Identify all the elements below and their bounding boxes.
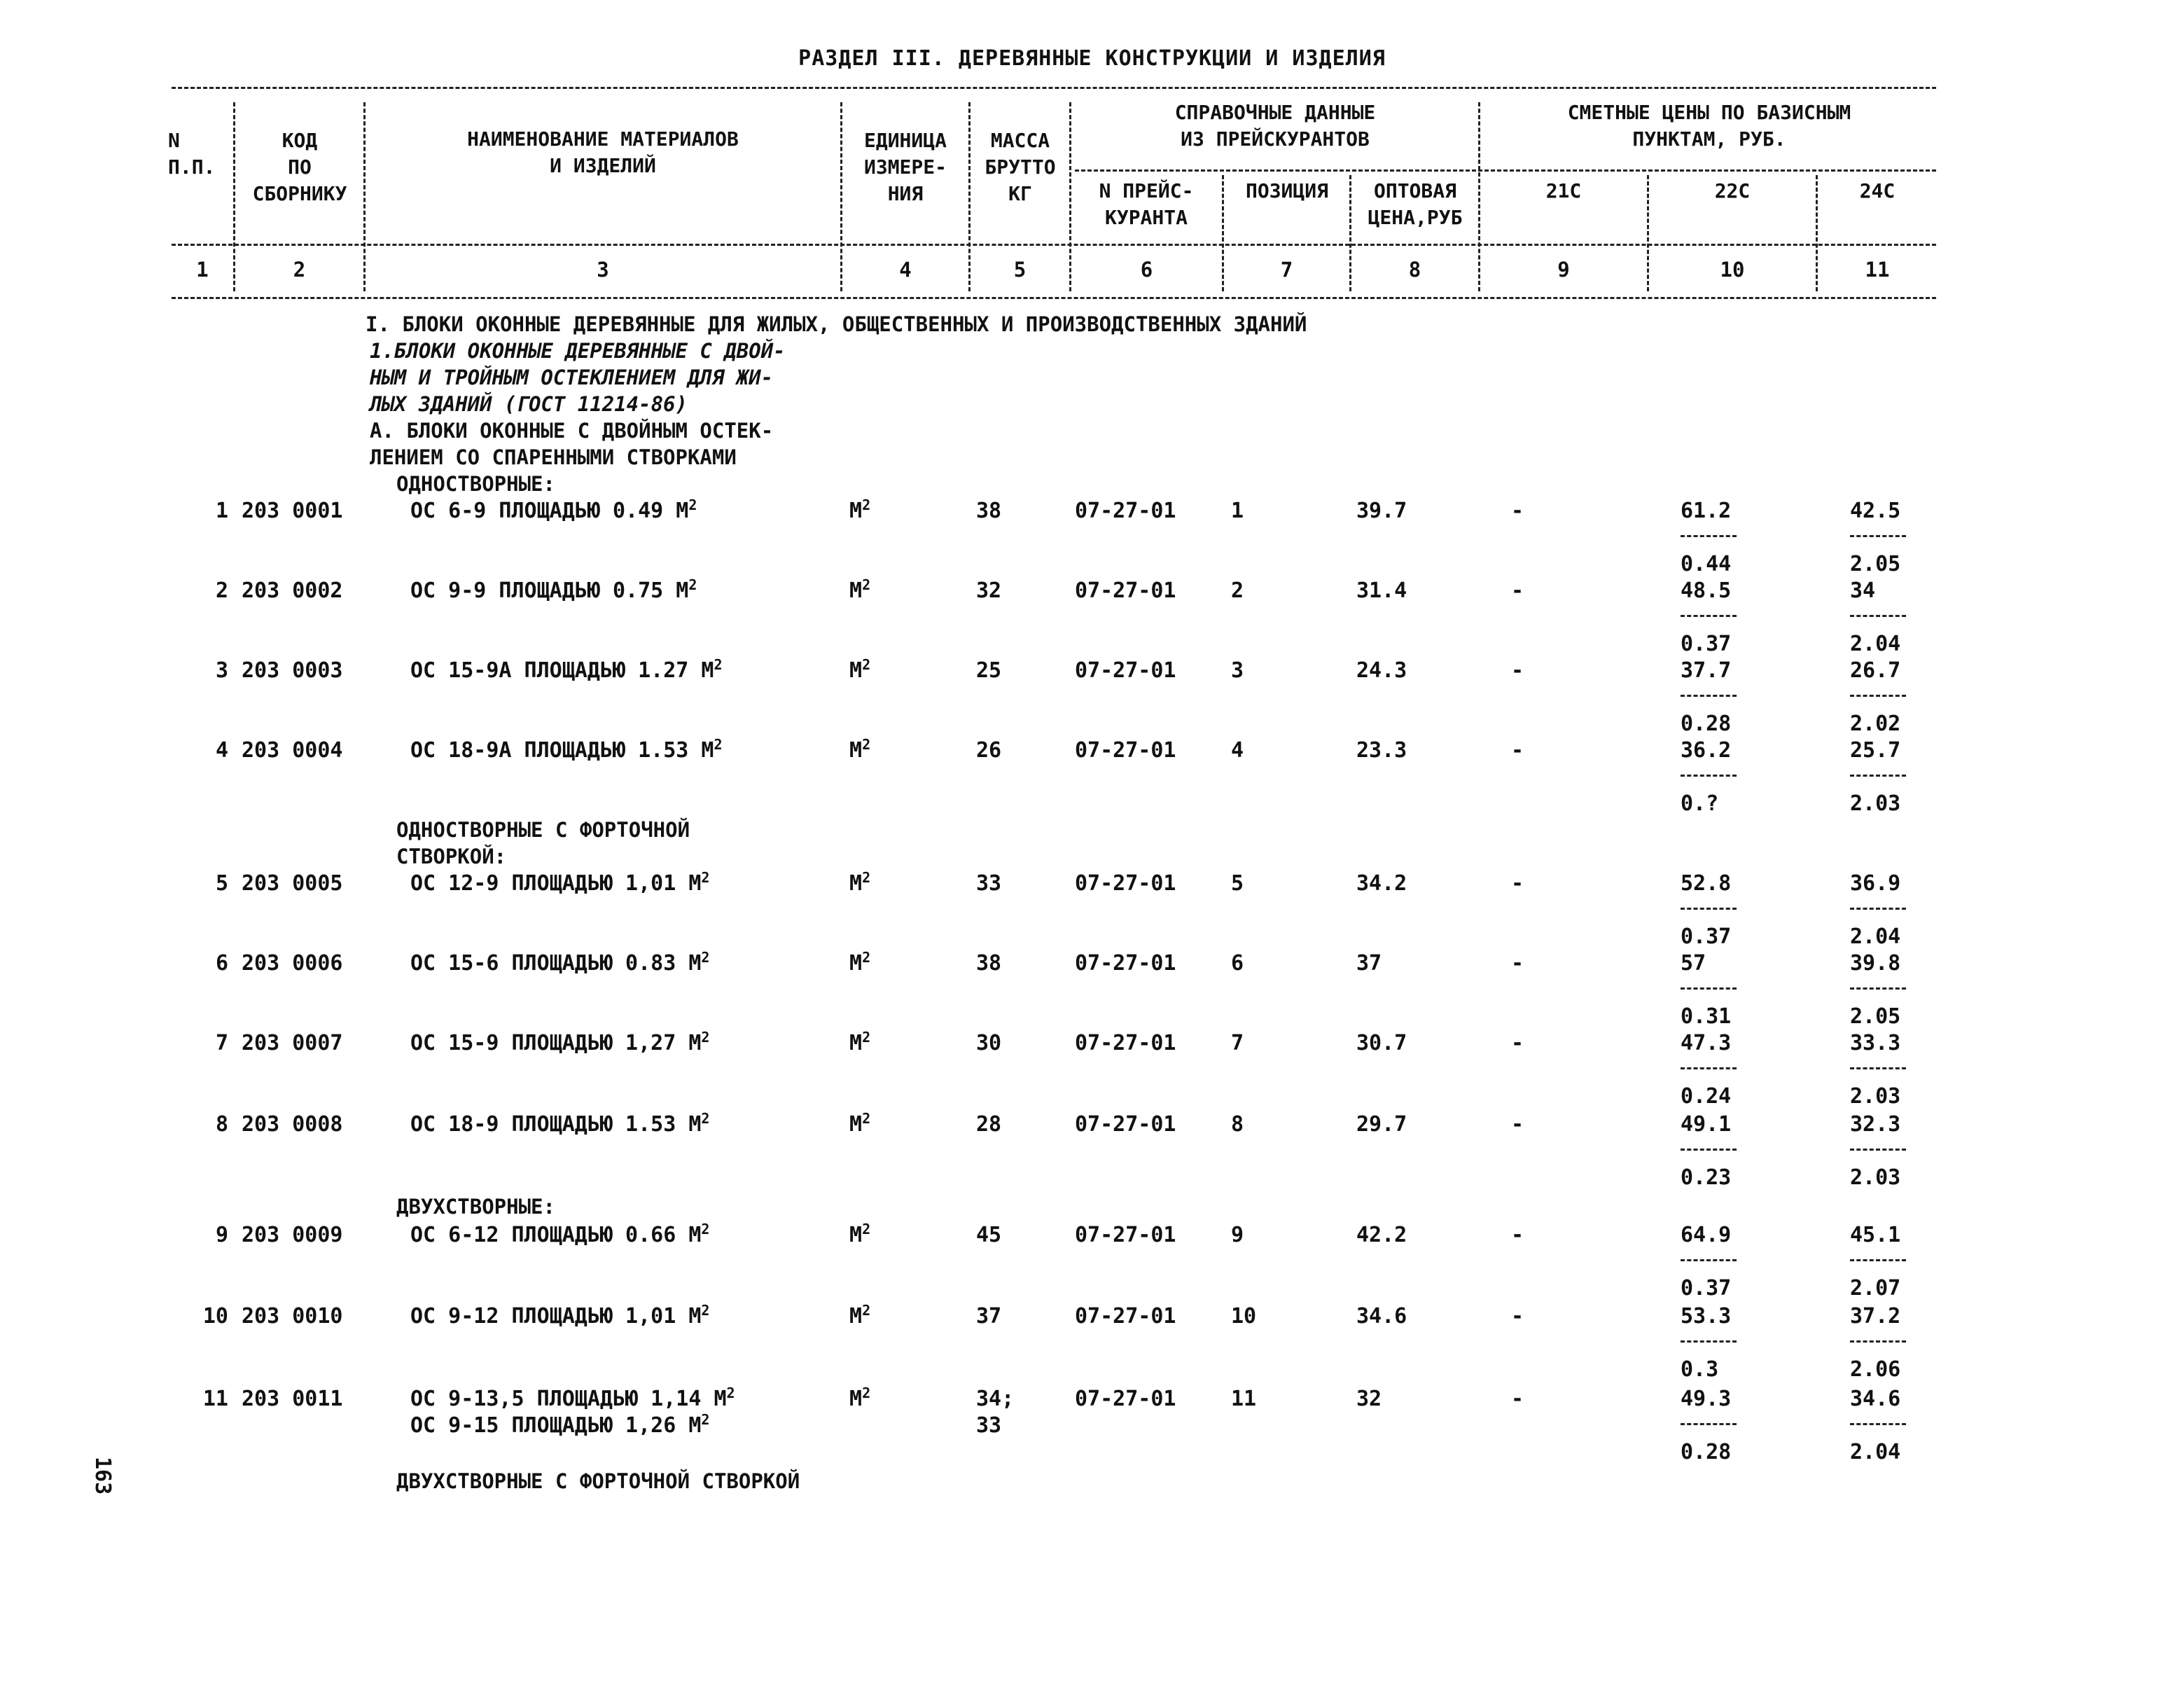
row-number: 3	[215, 658, 228, 683]
row-unit	[849, 1031, 870, 1055]
header-col1: N П.П.	[168, 129, 216, 179]
row-price-24c: 42.5	[1850, 499, 1901, 523]
col-number-8: 8	[1408, 258, 1421, 282]
row-price-22c: 64.9	[1681, 1223, 1732, 1247]
row-code: 203 0008	[242, 1112, 343, 1137]
fraction-divider	[1850, 1259, 1906, 1261]
row-price-22c: 53.3	[1681, 1304, 1732, 1329]
row-unit	[849, 578, 870, 603]
row-price-21c: -	[1511, 1223, 1524, 1247]
row-price-24c-transport: 2.03	[1850, 791, 1901, 816]
row-price-22c: 61.2	[1681, 499, 1732, 523]
table-row	[0, 871, 2184, 952]
row-price-24c: 45.1	[1850, 1223, 1901, 1247]
row-unit	[849, 951, 870, 976]
row-name	[410, 1223, 709, 1247]
row-mass: 38	[976, 951, 1002, 976]
fraction-divider	[1681, 908, 1737, 910]
row-pricelist: 07-27-01	[1075, 871, 1176, 896]
row-price-22c-transport: 0.37	[1681, 632, 1732, 656]
row-name-sup: 2	[714, 736, 723, 753]
row-name-text: ОС 15-6 ПЛОЩАДЬЮ 0.83 М	[410, 951, 702, 976]
row-mass: 30	[976, 1031, 1002, 1055]
group-heading-2-line2: СТВОРКОЙ:	[396, 845, 507, 868]
row-name-sup: 2	[701, 1221, 710, 1237]
row-mass: 37	[976, 1304, 1002, 1329]
row-price-21c: -	[1511, 1387, 1524, 1411]
row-price-21c: -	[1511, 1304, 1524, 1329]
row-name-sup: 2	[714, 656, 723, 673]
row-name	[410, 1387, 735, 1411]
row-name	[410, 499, 697, 523]
row-price-24c-transport: 2.04	[1850, 924, 1901, 949]
table-row	[0, 738, 2184, 819]
row-price-24c-transport: 2.05	[1850, 1004, 1901, 1029]
row-price-22c-transport: 0.23	[1681, 1165, 1732, 1190]
row-unit	[849, 499, 870, 523]
row-name	[410, 658, 723, 683]
row-unit-text: М	[849, 1304, 863, 1329]
fraction-divider	[1681, 1067, 1737, 1069]
row-unit-sup: 2	[862, 1385, 871, 1401]
row-unit-text: М	[849, 1031, 863, 1055]
row-name-sup: 2	[701, 949, 710, 966]
row-price-22c-transport: 0.24	[1681, 1084, 1732, 1109]
table-row	[0, 951, 2184, 1032]
col-number-2: 2	[293, 258, 306, 282]
row-name	[410, 578, 697, 603]
row-number: 4	[215, 738, 228, 763]
col-number-4: 4	[899, 258, 912, 282]
heading-sub-line1: 1.БЛОКИ ОКОННЫЕ ДЕРЕВЯННЫЕ С ДВОЙ-	[370, 339, 786, 363]
row-wholesale-price: 34.2	[1356, 871, 1407, 896]
header-col9: 21С	[1545, 179, 1582, 202]
row-number: 8	[215, 1112, 228, 1137]
row-name-text: ОС 6-12 ПЛОЩАДЬЮ 0.66 М	[410, 1223, 702, 1247]
row-wholesale-price: 29.7	[1356, 1112, 1407, 1137]
row-name-text: ОС 15-9А ПЛОЩАДЬЮ 1.27 М	[410, 658, 714, 683]
row-price-21c: -	[1511, 658, 1524, 683]
heading-sub-line2: НЫМ И ТРОЙНЫМ ОСТЕКЛЕНИЕМ ДЛЯ ЖИ-	[370, 366, 774, 389]
row-price-22c-transport: 0.28	[1681, 712, 1732, 736]
fraction-divider	[1850, 615, 1906, 617]
fraction-divider	[1681, 1149, 1737, 1151]
row-price-22c-transport: 0.37	[1681, 924, 1732, 949]
row-number: 2	[215, 578, 228, 603]
row-unit-text: М	[849, 578, 863, 603]
row-price-21c: -	[1511, 871, 1524, 896]
row-price-22c: 49.1	[1681, 1112, 1732, 1137]
row-unit-sup: 2	[862, 869, 871, 886]
header-top-line	[172, 87, 1936, 89]
row-code: 203 0007	[242, 1031, 343, 1055]
row-name-text: ОС 15-9 ПЛОЩАДЬЮ 1,27 М	[410, 1031, 702, 1055]
row-position: 1	[1231, 499, 1244, 523]
table-row	[0, 499, 2184, 579]
row-position: 11	[1231, 1387, 1257, 1411]
row-mass: 25	[976, 658, 1002, 683]
fraction-divider	[1681, 1340, 1737, 1343]
row-unit-text: М	[849, 871, 863, 896]
row-price-24c-transport: 2.02	[1850, 712, 1901, 736]
row-code: 203 0009	[242, 1223, 343, 1247]
table-row	[0, 1031, 2184, 1111]
row-price-22c: 52.8	[1681, 871, 1732, 896]
heading-main: I. БЛОКИ ОКОННЫЕ ДЕРЕВЯННЫЕ ДЛЯ ЖИЛЫХ, ОБЩЕСТВЕННЫХ И ПРОИЗВОДСТВЕННЫХ ЗДАНИЙ	[366, 312, 1307, 336]
row-wholesale-price: 30.7	[1356, 1031, 1407, 1055]
row-price-24c: 34	[1850, 578, 1876, 603]
row-price-22c: 36.2	[1681, 738, 1732, 763]
row-code: 203 0002	[242, 578, 343, 603]
row-name	[410, 871, 709, 896]
header-col5: МАССА БРУТТО КГ	[985, 129, 1056, 205]
row-position: 2	[1231, 578, 1244, 603]
row-price-24c-transport: 2.04	[1850, 1440, 1901, 1464]
row-price-21c: -	[1511, 1031, 1524, 1055]
row-code: 203 0001	[242, 499, 343, 523]
row-name	[410, 1112, 709, 1137]
row-price-24c: 25.7	[1850, 738, 1901, 763]
row-name-sup: 2	[688, 497, 697, 513]
row-wholesale-price: 23.3	[1356, 738, 1407, 763]
row-price-22c: 47.3	[1681, 1031, 1732, 1055]
row-price-24c: 32.3	[1850, 1112, 1901, 1137]
group-heading-1: ОДНОСТВОРНЫЕ:	[396, 472, 555, 496]
row-name-text: ОС 12-9 ПЛОЩАДЬЮ 1,01 М	[410, 871, 702, 896]
row-price-24c: 33.3	[1850, 1031, 1901, 1055]
row-name-2-text: ОС 9-15 ПЛОЩАДЬЮ 1,26 М	[410, 1413, 702, 1438]
row-price-22c: 49.3	[1681, 1387, 1732, 1411]
fraction-divider	[1681, 775, 1737, 777]
row-name-text: ОС 9-9 ПЛОЩАДЬЮ 0.75 М	[410, 578, 689, 603]
row-unit-sup: 2	[862, 656, 871, 673]
row-position: 10	[1231, 1304, 1257, 1329]
row-price-24c: 34.6	[1850, 1387, 1901, 1411]
row-name-2-sup: 2	[701, 1411, 710, 1428]
row-price-24c-transport: 2.07	[1850, 1276, 1901, 1301]
row-unit-text: М	[849, 658, 863, 683]
fraction-divider	[1681, 615, 1737, 617]
row-number: 6	[215, 951, 228, 976]
fraction-divider	[1681, 1259, 1737, 1261]
col-number-5: 5	[1013, 258, 1027, 282]
row-pricelist: 07-27-01	[1075, 1112, 1176, 1137]
header-col8: ОПТОВАЯ ЦЕНА,РУБ	[1368, 179, 1463, 229]
fraction-divider	[1850, 775, 1906, 777]
row-mass: 28	[976, 1112, 1002, 1137]
row-price-24c-transport: 2.06	[1850, 1357, 1901, 1382]
row-wholesale-price: 42.2	[1356, 1223, 1407, 1247]
table-row	[0, 1112, 2184, 1193]
row-name-2	[410, 1413, 709, 1438]
row-price-21c: -	[1511, 1112, 1524, 1137]
row-unit-sup: 2	[862, 1302, 871, 1319]
row-unit-text: М	[849, 951, 863, 976]
row-price-24c-transport: 2.03	[1850, 1084, 1901, 1109]
row-unit	[849, 738, 870, 763]
table-row	[0, 1223, 2184, 1303]
fraction-divider	[1850, 1423, 1906, 1425]
row-price-22c: 37.7	[1681, 658, 1732, 683]
col-number-3: 3	[597, 258, 609, 282]
row-price-24c-transport: 2.05	[1850, 552, 1901, 576]
row-price-22c: 48.5	[1681, 578, 1732, 603]
row-price-21c: -	[1511, 738, 1524, 763]
fraction-divider	[1681, 695, 1737, 697]
row-unit-sup: 2	[862, 1110, 871, 1127]
row-mass: 33	[976, 871, 1002, 896]
row-pricelist: 07-27-01	[1075, 578, 1176, 603]
row-mass-2: 33	[976, 1413, 1002, 1438]
row-wholesale-price: 34.6	[1356, 1304, 1407, 1329]
row-code: 203 0010	[242, 1304, 343, 1329]
fraction-divider	[1681, 987, 1737, 990]
row-unit-sup: 2	[862, 949, 871, 966]
row-code: 203 0006	[242, 951, 343, 976]
header-col10: 22С	[1714, 179, 1751, 202]
row-unit-sup: 2	[862, 576, 871, 593]
row-price-24c: 37.2	[1850, 1304, 1901, 1329]
header-group-prices: СМЕТНЫЕ ЦЕНЫ ПО БАЗИСНЫМ ПУНКТАМ, РУБ.	[1567, 101, 1851, 151]
row-position: 7	[1231, 1031, 1244, 1055]
row-unit	[849, 658, 870, 683]
row-unit-text: М	[849, 738, 863, 763]
row-number: 1	[215, 499, 228, 523]
row-unit-text: М	[849, 499, 863, 523]
row-price-21c: -	[1511, 951, 1524, 976]
header-col6: N ПРЕЙС- КУРАНТА	[1099, 179, 1194, 229]
table-row	[0, 658, 2184, 739]
col-number-9: 9	[1557, 258, 1570, 282]
row-unit-sup: 2	[862, 1029, 871, 1046]
col-number-6: 6	[1140, 258, 1153, 282]
row-unit-sup: 2	[862, 736, 871, 753]
row-price-22c-transport: 0.31	[1681, 1004, 1732, 1029]
fraction-divider	[1850, 535, 1906, 537]
row-name-sup: 2	[701, 1302, 710, 1319]
row-price-22c-transport: 0.28	[1681, 1440, 1732, 1464]
row-position: 5	[1231, 871, 1244, 896]
row-pricelist: 07-27-01	[1075, 1304, 1176, 1329]
row-number: 10	[202, 1304, 228, 1329]
row-code: 203 0005	[242, 871, 343, 896]
heading-sub-line3: ЛЫХ ЗДАНИЙ (ГОСТ 11214-86)	[370, 392, 688, 416]
row-pricelist: 07-27-01	[1075, 658, 1176, 683]
header-col7: ПОЗИЦИЯ	[1245, 179, 1328, 202]
row-unit-text: М	[849, 1223, 863, 1247]
row-unit-text: М	[849, 1112, 863, 1137]
row-name-text: ОС 18-9 ПЛОЩАДЬЮ 1.53 М	[410, 1112, 702, 1137]
section-title: РАЗДЕЛ III. ДЕРЕВЯННЫЕ КОНСТРУКЦИИ И ИЗДЕЛИЯ	[798, 46, 1386, 71]
row-code: 203 0011	[242, 1387, 343, 1411]
col-number-7: 7	[1280, 258, 1293, 282]
row-name	[410, 1304, 709, 1329]
row-wholesale-price: 31.4	[1356, 578, 1407, 603]
header-col4: ЕДИНИЦА ИЗМЕРЕ- НИЯ	[863, 129, 947, 205]
row-number: 5	[215, 871, 228, 896]
group-heading-4: ДВУХСТВОРНЫЕ С ФОРТОЧНОЙ СТВОРКОЙ	[396, 1469, 800, 1493]
heading-a-line1: А. БЛОКИ ОКОННЫЕ С ДВОЙНЫМ ОСТЕК-	[370, 419, 774, 443]
row-mass: 26	[976, 738, 1002, 763]
col-number-10: 10	[1720, 258, 1745, 282]
row-mass: 45	[976, 1223, 1002, 1247]
row-number: 11	[202, 1387, 228, 1411]
row-unit-sup: 2	[862, 497, 871, 513]
row-unit-text: М	[849, 1387, 863, 1411]
table-row	[0, 578, 2184, 659]
row-price-22c-transport: 0.3	[1681, 1357, 1719, 1382]
row-name-sup: 2	[688, 576, 697, 593]
row-pricelist: 07-27-01	[1075, 1031, 1176, 1055]
row-mass: 32	[976, 578, 1002, 603]
heading-a-line2: ЛЕНИЕМ СО СПАРЕННЫМИ СТВОРКАМИ	[370, 445, 737, 469]
row-price-21c: -	[1511, 499, 1524, 523]
subheader-line	[1075, 169, 1936, 172]
row-pricelist: 07-27-01	[1075, 1223, 1176, 1247]
fraction-divider	[1850, 1067, 1906, 1069]
row-pricelist: 07-27-01	[1075, 1387, 1176, 1411]
row-unit-sup: 2	[862, 1221, 871, 1237]
row-price-22c-transport: 0.44	[1681, 552, 1732, 576]
row-pricelist: 07-27-01	[1075, 951, 1176, 976]
row-unit	[849, 871, 870, 896]
row-name-sup: 2	[701, 869, 710, 886]
row-number: 9	[215, 1223, 228, 1247]
row-wholesale-price: 24.3	[1356, 658, 1407, 683]
header-group-ref: СПРАВОЧНЫЕ ДАННЫЕ ИЗ ПРЕЙСКУРАНТОВ	[1174, 101, 1376, 151]
row-price-22c-transport: 0.?	[1681, 791, 1719, 816]
table-row	[0, 1304, 2184, 1385]
row-unit	[849, 1112, 870, 1137]
row-name-text: ОС 9-13,5 ПЛОЩАДЬЮ 1,14 М	[410, 1387, 727, 1411]
row-wholesale-price: 39.7	[1356, 499, 1407, 523]
col-number-1: 1	[196, 258, 209, 282]
row-name-text: ОС 18-9А ПЛОЩАДЬЮ 1.53 М	[410, 738, 714, 763]
row-price-24c: 26.7	[1850, 658, 1901, 683]
fraction-divider	[1850, 1340, 1906, 1343]
page-number: 163	[90, 1457, 115, 1495]
group-heading-2-line1: ОДНОСТВОРНЫЕ С ФОРТОЧНОЙ	[396, 818, 690, 842]
fraction-divider	[1850, 695, 1906, 697]
row-price-24c-transport: 2.04	[1850, 632, 1901, 656]
row-unit	[849, 1387, 870, 1411]
table-row	[0, 1387, 2184, 1467]
group-heading-3: ДВУХСТВОРНЫЕ:	[396, 1195, 555, 1219]
row-name	[410, 1031, 709, 1055]
header-bottom-line	[172, 297, 1936, 299]
row-name-sup: 2	[726, 1385, 735, 1401]
row-price-21c: -	[1511, 578, 1524, 603]
row-code: 203 0003	[242, 658, 343, 683]
fraction-divider	[1681, 535, 1737, 537]
fraction-divider	[1850, 1149, 1906, 1151]
row-price-24c-transport: 2.03	[1850, 1165, 1901, 1190]
header-col3: НАИМЕНОВАНИЕ МАТЕРИАЛОВ И ИЗДЕЛИЙ	[467, 127, 739, 177]
row-pricelist: 07-27-01	[1075, 499, 1176, 523]
row-name	[410, 951, 709, 976]
row-code: 203 0004	[242, 738, 343, 763]
row-position: 9	[1231, 1223, 1244, 1247]
row-number: 7	[215, 1031, 228, 1055]
row-position: 8	[1231, 1112, 1244, 1137]
fraction-divider	[1850, 987, 1906, 990]
header-col11: 24С	[1859, 179, 1896, 202]
row-position: 6	[1231, 951, 1244, 976]
numbers-top-line	[172, 244, 1936, 246]
row-name-sup: 2	[701, 1110, 710, 1127]
row-mass: 38	[976, 499, 1002, 523]
row-position: 3	[1231, 658, 1244, 683]
row-name	[410, 738, 723, 763]
fraction-divider	[1850, 908, 1906, 910]
row-wholesale-price: 37	[1356, 951, 1382, 976]
row-price-24c: 39.8	[1850, 951, 1901, 976]
row-wholesale-price: 32	[1356, 1387, 1382, 1411]
col-number-11: 11	[1865, 258, 1890, 282]
row-name-text: ОС 6-9 ПЛОЩАДЬЮ 0.49 М	[410, 499, 689, 523]
row-price-22c: 57	[1681, 951, 1706, 976]
row-price-22c-transport: 0.37	[1681, 1276, 1732, 1301]
row-mass: 34;	[976, 1387, 1015, 1411]
row-name-sup: 2	[701, 1029, 710, 1046]
header-col2: КОД ПО СБОРНИКУ	[252, 129, 347, 205]
row-price-24c: 36.9	[1850, 871, 1901, 896]
row-pricelist: 07-27-01	[1075, 738, 1176, 763]
fraction-divider	[1681, 1423, 1737, 1425]
row-name-text: ОС 9-12 ПЛОЩАДЬЮ 1,01 М	[410, 1304, 702, 1329]
row-unit	[849, 1304, 870, 1329]
row-position: 4	[1231, 738, 1244, 763]
row-unit	[849, 1223, 870, 1247]
